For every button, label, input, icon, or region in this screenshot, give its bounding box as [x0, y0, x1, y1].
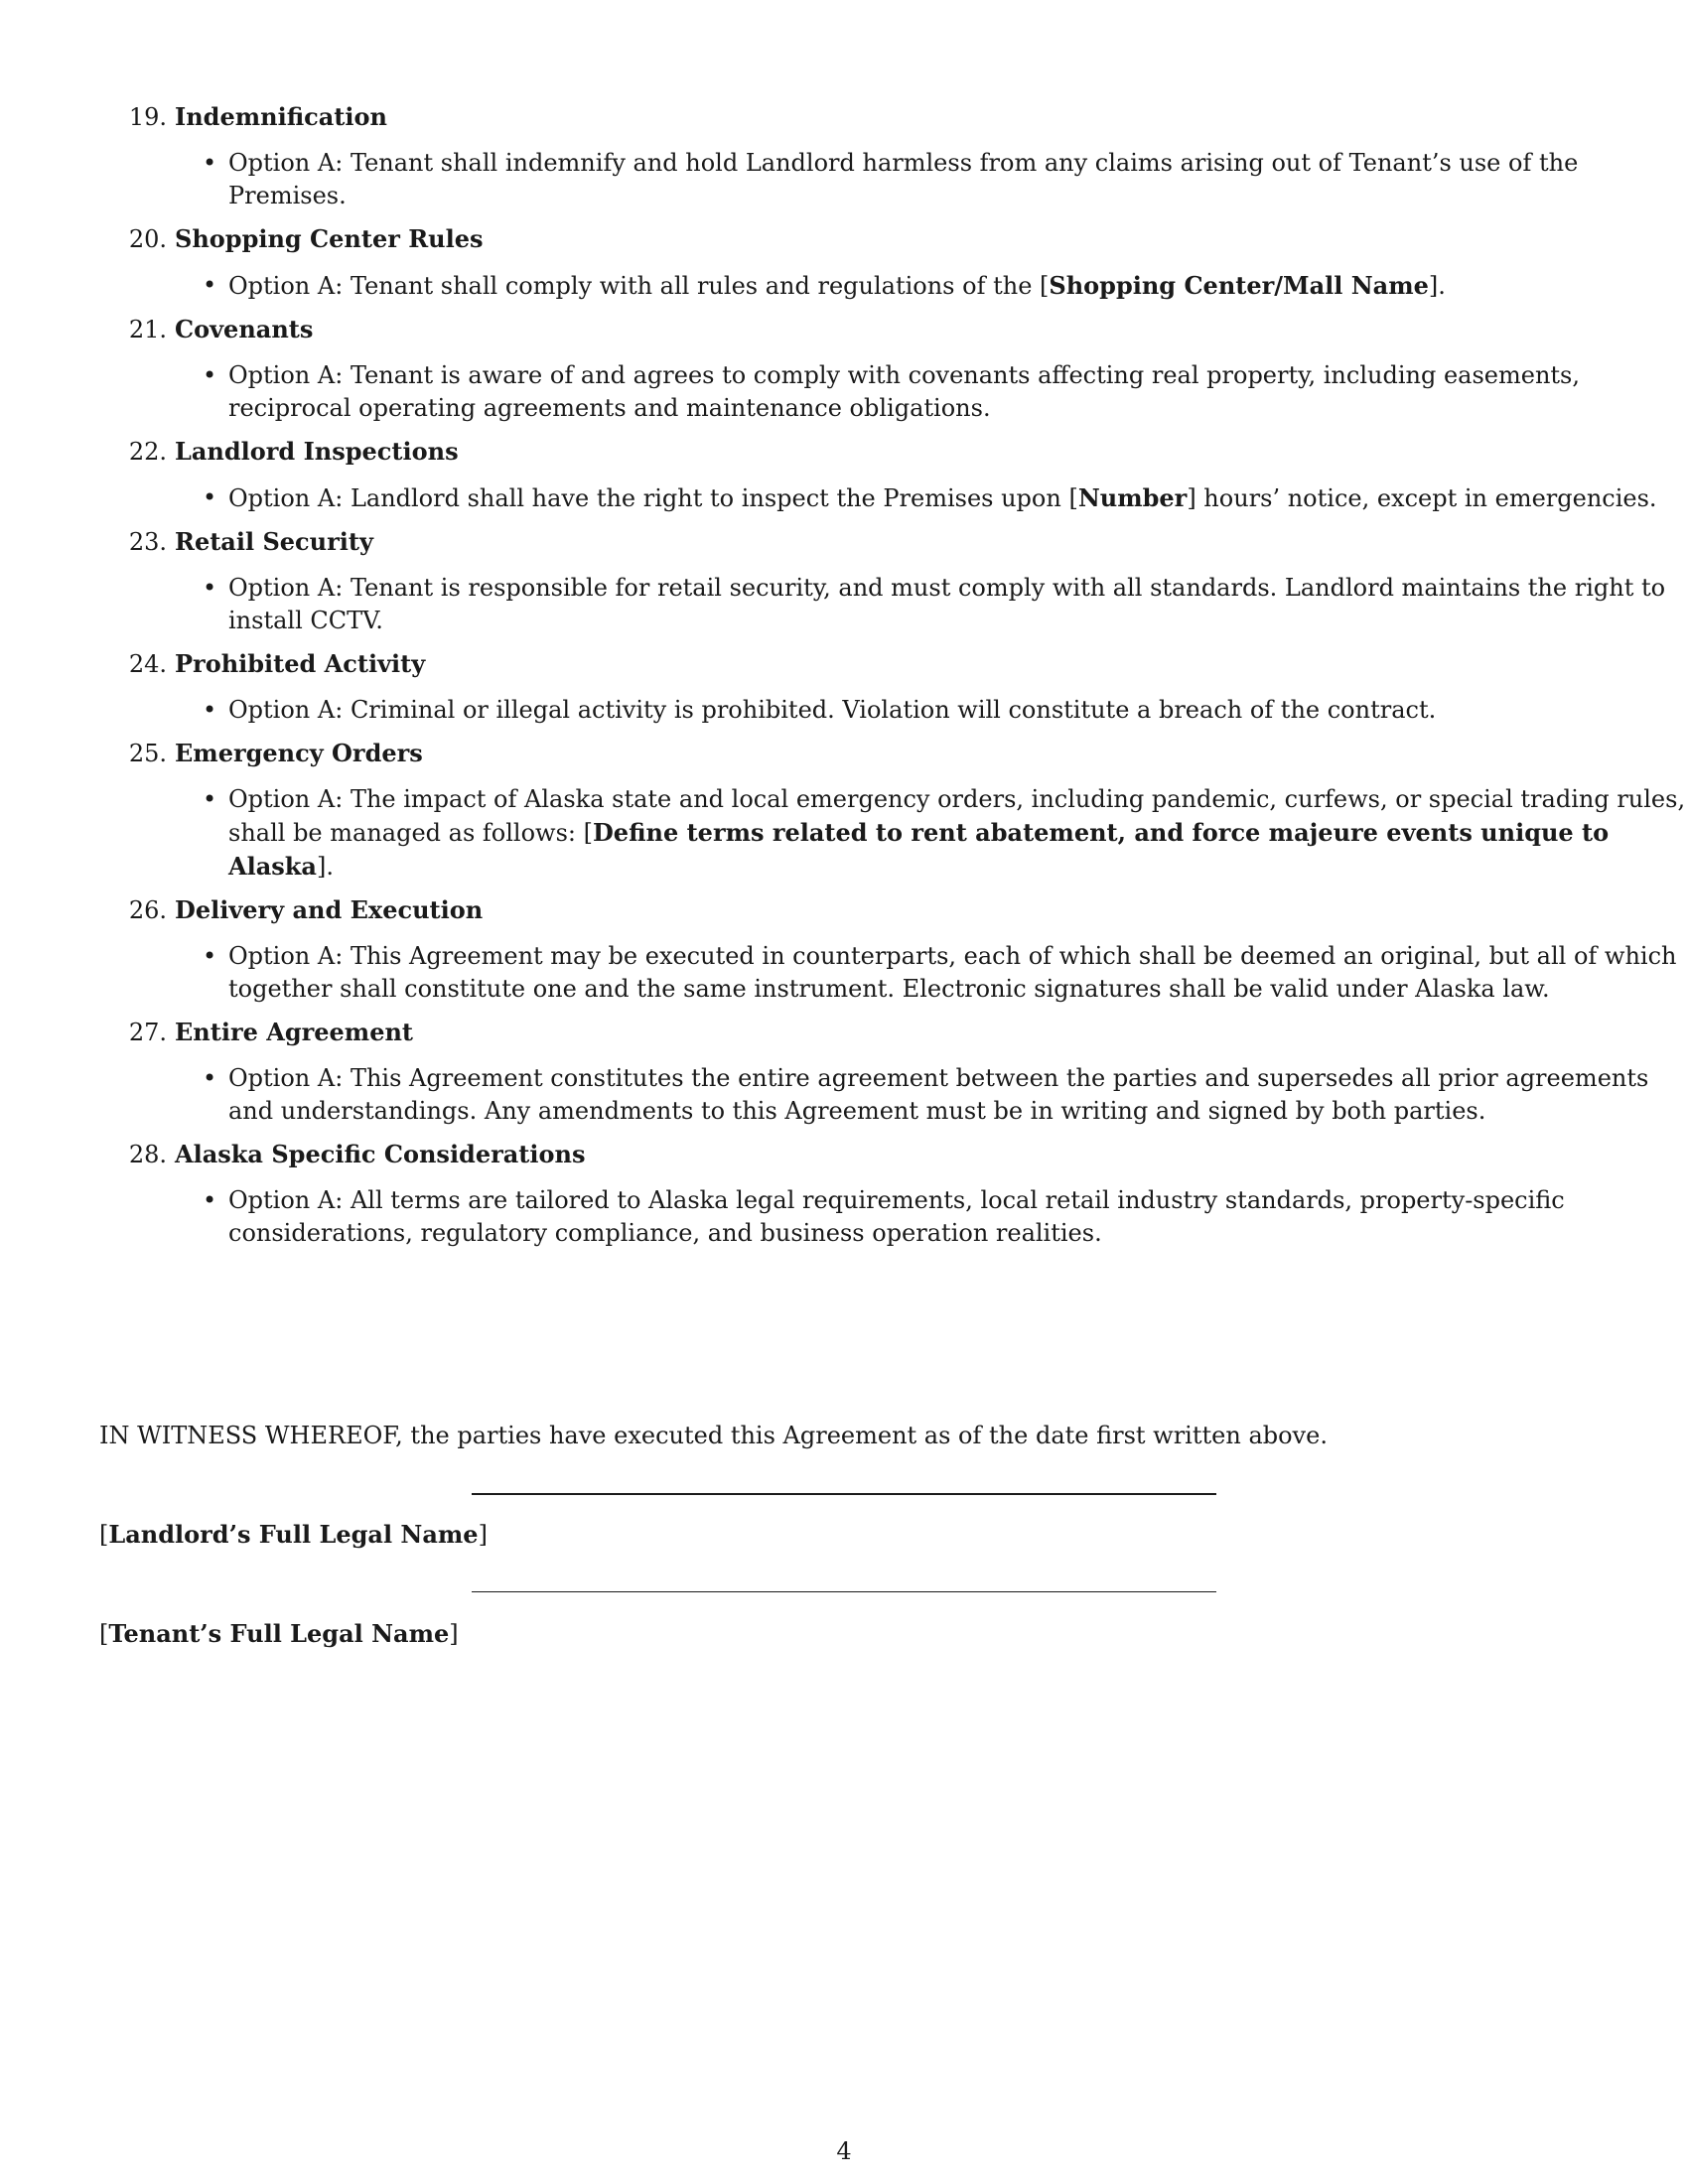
section-heading — [99, 310, 1589, 349]
option-text: Option A: This Agreement may be executed in counterparts, each of which shall be deemed an original, but all of which together shall constitute one and the same instrument. Electronic signatures shall be valid under Alaska law. — [228, 942, 1677, 1003]
section-number: 24. — [128, 650, 167, 678]
tenant-signature-line — [472, 1591, 1216, 1592]
section-number: 23. — [128, 528, 167, 556]
section-heading — [99, 522, 1589, 562]
section-option — [203, 783, 1688, 884]
option-text: Option A: Tenant is responsible for retail security, and must comply with all standards. Landlord maintains the right to install CCTV. — [228, 574, 1666, 634]
section-heading — [99, 644, 1589, 684]
bullet-icon: • — [203, 942, 217, 970]
section-title: Entire Agreement — [175, 1018, 413, 1046]
section-number: 28. — [128, 1141, 167, 1168]
section-number: 19. — [128, 103, 167, 131]
section-option — [203, 1062, 1688, 1128]
option-text-suffix: ]. — [1428, 272, 1446, 300]
section-title: Covenants — [175, 315, 314, 343]
option-placeholder: Define terms related to rent abatement, and force majeure events unique to Alaska — [228, 818, 1610, 881]
section-number: 22. — [128, 438, 167, 466]
section-option — [203, 147, 1688, 212]
section-number: 21. — [128, 316, 167, 343]
section-heading — [99, 734, 1589, 773]
section-number: 20. — [128, 225, 167, 253]
section-title: Alaska Specific Considerations — [175, 1140, 586, 1168]
section-heading — [99, 890, 1589, 930]
section-option — [203, 269, 1688, 303]
section-list — [99, 97, 1686, 1257]
bullet-icon: • — [203, 149, 217, 177]
bullet-icon: • — [203, 361, 217, 389]
section-22 — [99, 432, 1657, 515]
section-option — [203, 572, 1688, 637]
page-number: 4 — [836, 2137, 852, 2165]
landlord-name-placeholder: [Landlord’s Full Legal Name] — [99, 1520, 488, 1549]
section-number: 26. — [128, 896, 167, 924]
section-heading — [99, 97, 1589, 137]
section-title: Emergency Orders — [175, 739, 423, 767]
tenant-name: Tenant’s Full Legal Name — [108, 1619, 450, 1648]
bullet-icon: • — [203, 1186, 217, 1214]
section-option — [203, 694, 1688, 727]
landlord-name: Landlord’s Full Legal Name — [108, 1520, 479, 1549]
section-27 — [99, 1013, 1649, 1128]
landlord-signature-line — [472, 1493, 1216, 1495]
option-text: Option A: Tenant shall indemnify and hold Landlord harmless from any claims arising out of Tenant’s use of the Premises. — [228, 149, 1579, 209]
section-number: 25. — [128, 740, 167, 767]
section-heading — [99, 1135, 1589, 1174]
section-19 — [99, 97, 1589, 212]
section-heading — [99, 1013, 1589, 1052]
section-26 — [99, 890, 1677, 1006]
option-text-prefix: Option A: Tenant shall comply with all rules and regulations of the [ — [228, 272, 1050, 300]
option-text: Option A: Tenant is aware of and agrees to comply with covenants affecting real property, including easements, reciprocal operating agreements and maintenance obligations. — [228, 361, 1580, 422]
option-text: Option A: All terms are tailored to Alaska legal requirements, local retail industry standards, property-specific considerations, regulatory compliance, and business operation realities. — [228, 1186, 1565, 1247]
section-28 — [99, 1135, 1589, 1250]
section-option — [203, 359, 1688, 425]
section-title: Indemnification — [175, 102, 387, 131]
section-number: 27. — [128, 1019, 167, 1046]
bullet-icon: • — [203, 696, 217, 724]
option-text-prefix: Option A: Landlord shall have the right to inspect the Premises upon [ — [228, 484, 1078, 512]
section-23 — [99, 522, 1666, 637]
section-21 — [99, 310, 1589, 425]
section-25 — [99, 734, 1686, 884]
section-option — [203, 940, 1688, 1006]
option-text-prefix: Option A: The impact of Alaska state and local emergency orders, including pandemic, curfews, or special trading rules, shall be managed as follows: [ — [228, 785, 1686, 847]
option-text: Option A: Criminal or illegal activity is prohibited. Violation will constitute a breach of the contract. — [228, 696, 1437, 724]
witness-clause: IN WITNESS WHEREOF, the parties have executed this Agreement as of the date first written above. — [99, 1422, 1328, 1449]
section-24 — [99, 644, 1589, 727]
option-text: Option A: This Agreement constitutes the entire agreement between the parties and supersedes all prior agreements and understandings. Any amendments to this Agreement must be in writing and signed by both parties. — [228, 1064, 1649, 1125]
section-heading — [99, 432, 1589, 472]
section-heading — [99, 219, 1589, 259]
tenant-name-placeholder: [Tenant’s Full Legal Name] — [99, 1619, 459, 1648]
option-placeholder: Number — [1077, 483, 1188, 512]
option-text-suffix: ]. — [316, 853, 334, 881]
section-title: Shopping Center Rules — [175, 224, 484, 253]
section-title: Retail Security — [175, 527, 373, 556]
section-title: Landlord Inspections — [175, 437, 459, 466]
section-option — [203, 481, 1688, 515]
section-option — [203, 1184, 1688, 1250]
option-placeholder: Shopping Center/Mall Name — [1049, 271, 1429, 300]
bullet-icon: • — [203, 1064, 217, 1092]
bullet-icon: • — [203, 483, 217, 511]
section-20 — [99, 219, 1589, 303]
bullet-icon: • — [203, 574, 217, 602]
section-title: Prohibited Activity — [175, 649, 426, 678]
option-text-suffix: ] hours’ notice, except in emergencies. — [1187, 484, 1657, 512]
bullet-icon: • — [203, 785, 217, 813]
bullet-icon: • — [203, 271, 217, 299]
section-title: Delivery and Execution — [175, 895, 484, 924]
